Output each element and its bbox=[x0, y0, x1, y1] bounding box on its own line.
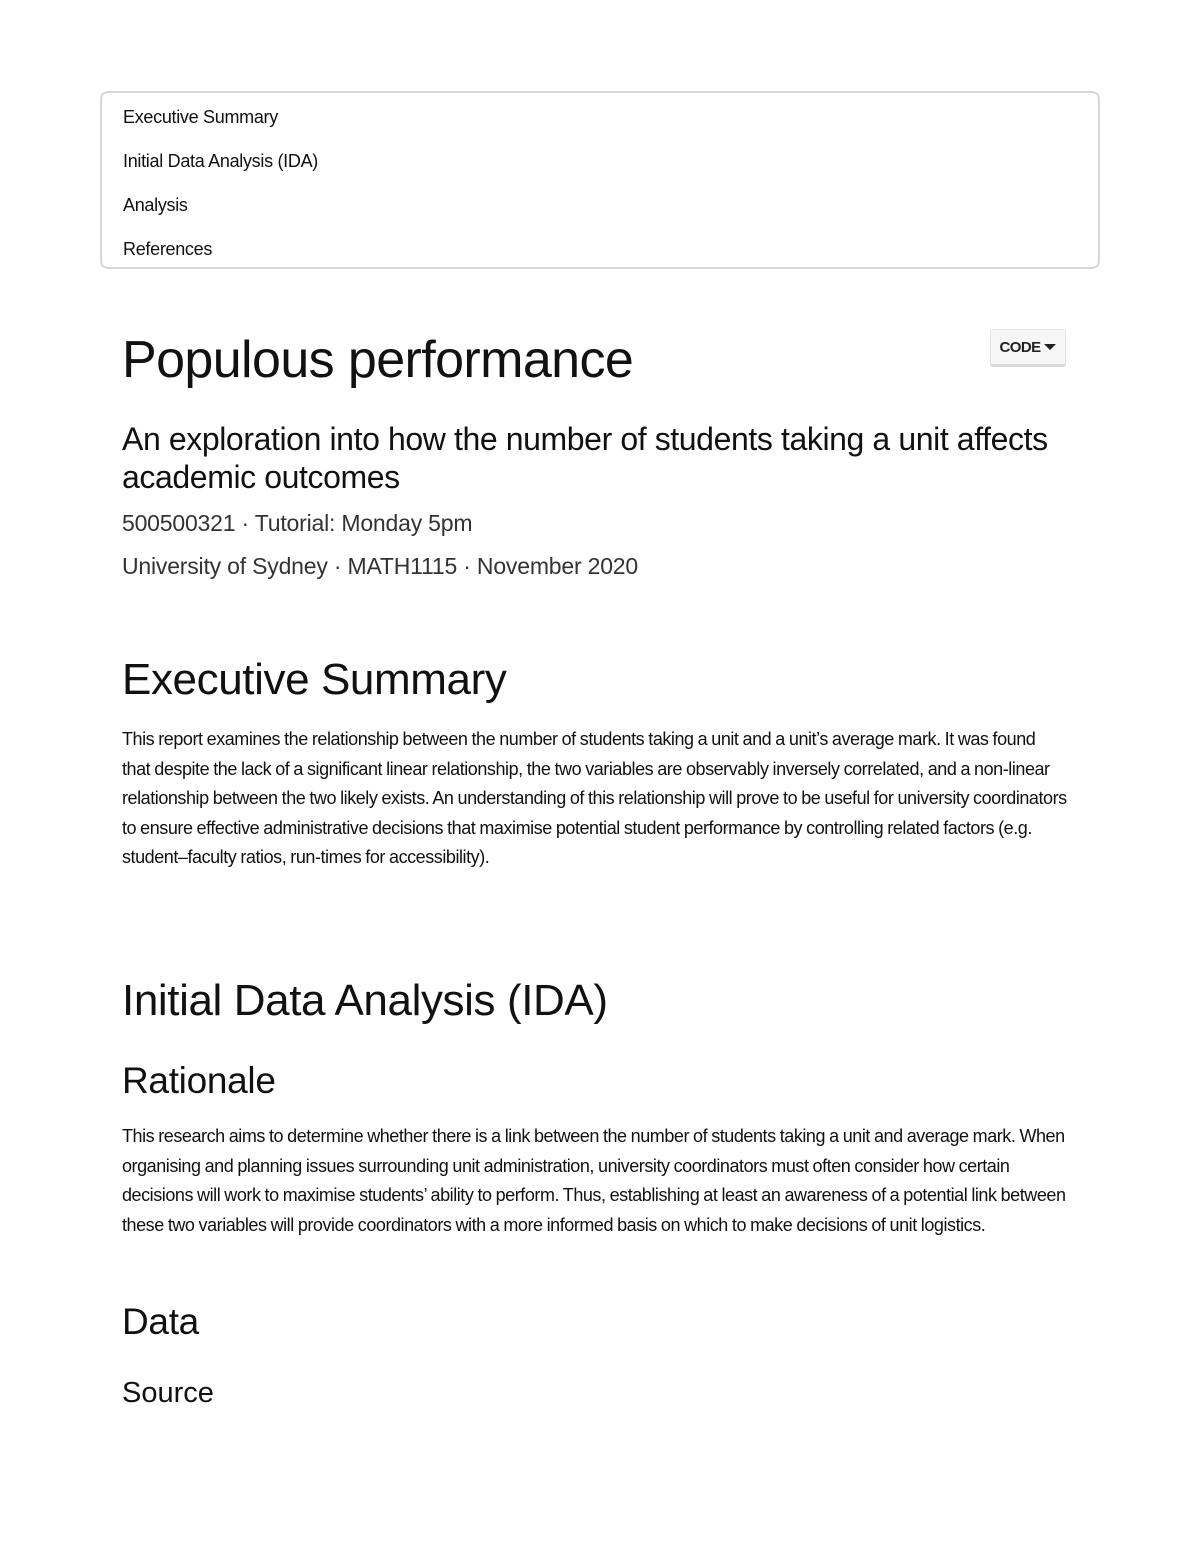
affiliation-line: University of Sydney · MATH1115 · November 2020 bbox=[122, 553, 638, 579]
rationale-heading: Rationale bbox=[122, 1060, 276, 1101]
data-heading: Data bbox=[122, 1301, 199, 1342]
author-line: 500500321 · Tutorial: Monday 5pm bbox=[122, 510, 473, 536]
caret-down-icon bbox=[1044, 344, 1056, 350]
table-of-contents bbox=[100, 91, 1100, 269]
page-subtitle: An exploration into how the number of students taking a unit affects academic outcomes bbox=[122, 421, 1048, 495]
code-button-label: CODE bbox=[999, 338, 1041, 356]
toc-link-initial-data-analysis[interactable]: Initial Data Analysis (IDA) bbox=[123, 151, 318, 171]
page-title: Populous performance bbox=[122, 331, 634, 389]
executive-summary-body: This report examines the relationship between the number of students taking a unit and a unit’s average mark. It was found that despite the lack of a significant linear relationship, the two variables are observably inversely correlated, and a non-linear relationship between the two likely exists. An understanding of this relationship will prove to be useful for university coordinators to ensure effective administrative decisions that maximise potential student performance by controlling related factors (e.g. student–faculty ratios, run-times for accessibility). bbox=[122, 729, 1067, 867]
toc-link-analysis[interactable]: Analysis bbox=[123, 195, 188, 215]
toc-link-executive-summary[interactable]: Executive Summary bbox=[123, 107, 278, 127]
code-dropdown-button[interactable] bbox=[990, 329, 1066, 367]
ida-heading: Initial Data Analysis (IDA) bbox=[122, 976, 608, 1025]
source-heading: Source bbox=[122, 1377, 214, 1409]
rationale-body: This research aims to determine whether there is a link between the number of students taking a unit and average mark. When organising and planning issues surrounding unit administration, university coordinators must often consider how certain decisions will work to maximise students’ ability to perform. Thus, establishing at least an awareness of a potential link between these two variables will provide coordinators with a more informed basis on which to make decisions of unit logistics. bbox=[122, 1126, 1066, 1235]
toc-link-references[interactable]: References bbox=[123, 239, 213, 259]
executive-summary-heading: Executive Summary bbox=[122, 655, 507, 704]
